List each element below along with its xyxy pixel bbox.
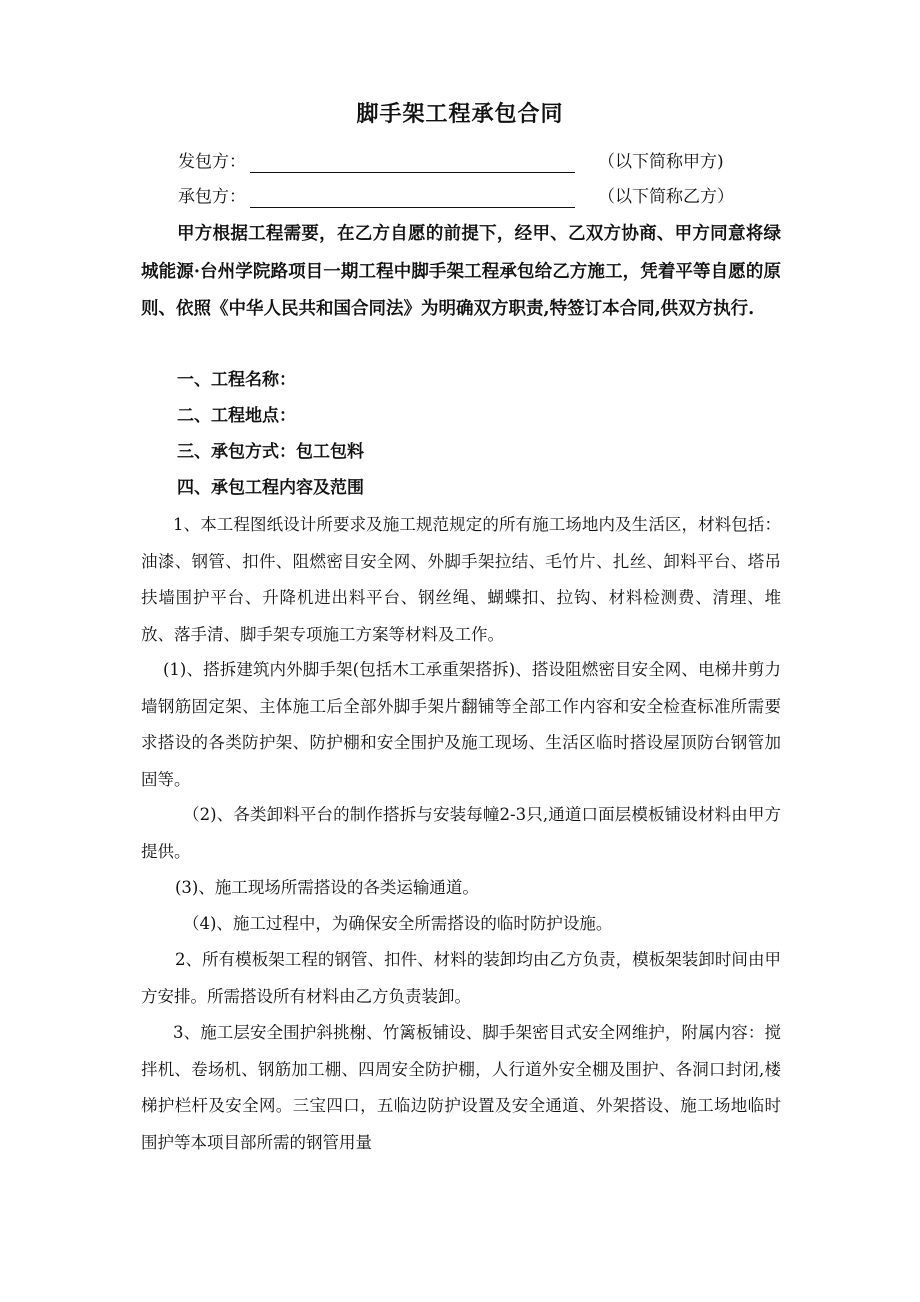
intro-paragraph: 甲方根据工程需要，在乙方自愿的前提下，经甲、乙双方协商、甲方同意将绿城能源·台州学院路项目一期工程中脚手架工程承包给乙方施工，凭着平等自愿的原则、依照《中华人民共和国合同法》为明确双方职责,特签订本合同,供双方执行. [141, 224, 781, 319]
scope-subitem-2: （2)、各类卸料平台的制作搭拆与安装每幢2-3只,通道口面层模板铺设材料由甲方提供。 [141, 805, 781, 861]
section-heading-project-location: 二、工程地点： [177, 406, 296, 426]
document-title: 脚手架工程承包合同 [356, 101, 564, 127]
section-heading-contract-mode: 三、承包方式：包工包料 [177, 442, 364, 462]
section-heading-project-name: 一、工程名称： [177, 370, 296, 390]
contractor-blank [250, 207, 575, 208]
contractor-note: （以下简称乙方） [598, 187, 734, 207]
contractor-label: 承包方： [178, 187, 246, 207]
scope-subitem-1: (1)、搭拆建筑内外脚手架(包括木工承重架搭拆)、搭设阻燃密目安全网、电梯井剪力墙钢筋固定架、主体施工后全部外脚手架片翻铺等全部工作内容和安全检查标准所需要求搭设的各类防护架、防护棚和安全围护及施工现场、生活区临时搭设屋顶防台钢管加固等。 [141, 660, 781, 789]
employer-blank [250, 172, 575, 173]
scope-item-3: 3、施工层安全围护斜挑榭、竹篱板铺设、脚手架密目式安全网维护，附属内容：搅拌机、卷场机、钢筋加工棚、四周安全防护棚，人行道外安全棚及围护、各洞口封闭,楼梯护栏杆及安全网。三宝四口，五临边防护设置及安全通道、外架搭设、施工场地临时围护等本项目部所需的钢管用量 [141, 1023, 781, 1152]
scope-item-2: 2、所有模板架工程的钢管、扣件、材料的装卸均由乙方负责，模板架装卸时间由甲方安排。所需搭设所有材料由乙方负责装卸。 [141, 950, 781, 1006]
contractor-party-line [178, 181, 758, 213]
section-heading-scope: 四、承包工程内容及范围 [177, 478, 364, 498]
scope-item-1: 1、本工程图纸设计所要求及施工规范规定的所有施工场地内及生活区，材料包括：油漆、钢管、扣件、阻燃密目安全网、外脚手架拉结、毛竹片、扎丝、卸料平台、塔吊扶墙围护平台、升降机进出料平台、钢丝绳、蝴蝶扣、拉钩、材料检测费、清理、堆放、落手清、脚手架专项施工方案等材料及工作。 [141, 515, 781, 644]
employer-party-line [178, 146, 758, 178]
scope-subitem-3: (3)、施工现场所需搭设的各类运输通道。 [175, 878, 479, 897]
employer-note: （以下简称甲方) [598, 152, 724, 172]
employer-label: 发包方： [178, 152, 246, 172]
scope-subitem-4: （4)、施工过程中，为确保安全所需搭设的临时防护设施。 [183, 914, 613, 933]
